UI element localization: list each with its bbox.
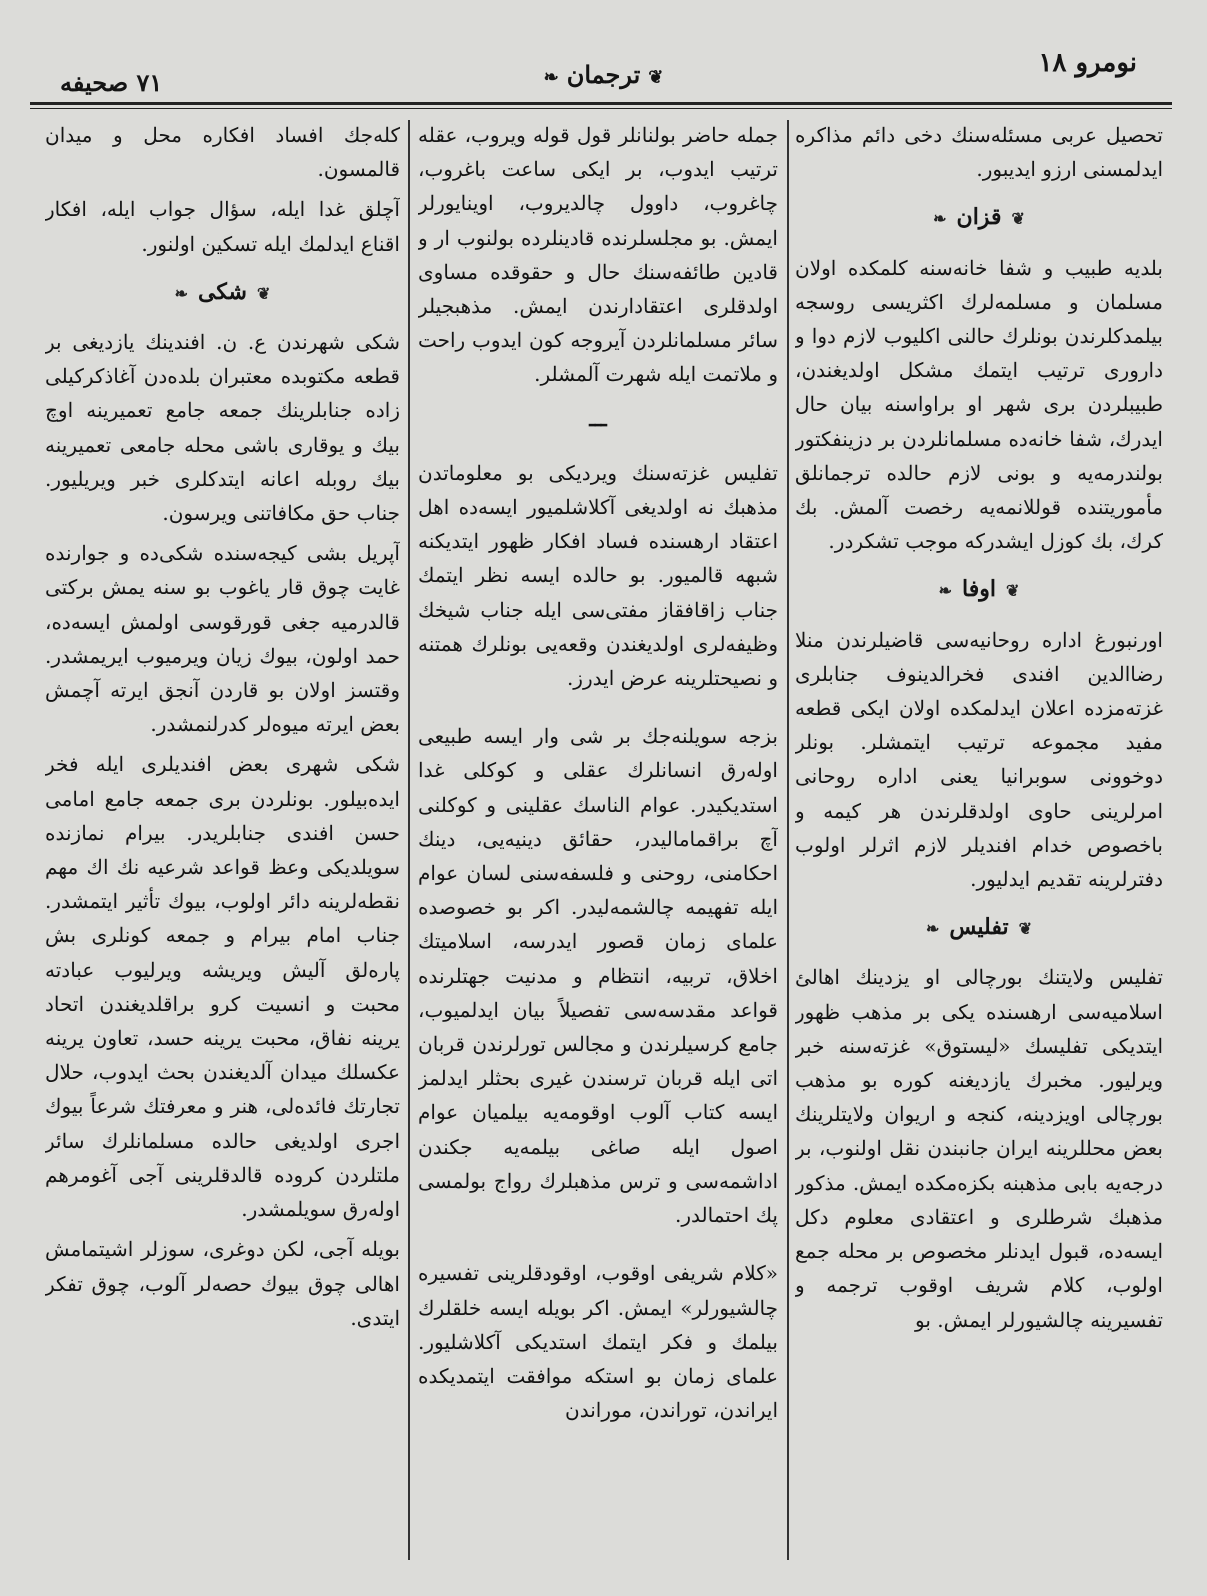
article-paragraph: «کلام شریفی اوقوب، اوقودقلرینی تفسیره چالشیورلر» ایمش. اکر بویله ایسه خلقلرك بیلمك و فکر ایتمك استدیکی آکلاشلیور. علمای زمان بو استکه موافقت ایتمدیکده ایراندن، توراندن، موراندن: [418, 1261, 778, 1423]
header-rule-thin: [30, 108, 1172, 109]
ornament-icon: ❦: [256, 283, 271, 303]
issue-number: نومرو ۱۸: [1038, 48, 1137, 78]
section-separator: ـــ: [589, 406, 607, 431]
column-divider: [408, 120, 410, 1560]
ornament-icon: ❧: [925, 919, 940, 939]
ornament-icon: ❧: [933, 209, 947, 229]
article-paragraph: آچلق غدا ایله، سؤال جواب ایله، افکار اقناع ایدلمك ایله تسکین اولنور.: [45, 197, 400, 256]
page-header: [30, 40, 1177, 100]
article-paragraph: آپریل بشی کیجه‌سنده شکی‌ده و جوارنده غایت چوق قار یاغوب بو سنه یمش برکتی قالدرمیه جغی قورقوسی اولمش ایسه‌ده، حمد اولون، بیوك زیان ویرمیوب ایریمشدر. وقتسز اولان بو قاردن آنجق ایرته آچمش بعض ایرته میوه‌لر کدرلنمشدر.: [45, 541, 400, 737]
section-heading-ufa: ❦اوفا❧: [938, 576, 1020, 603]
page-number: ۷۱ صحیفه: [60, 68, 163, 97]
ornament-icon: ❦: [1018, 919, 1033, 939]
ornament-icon: ❧: [174, 283, 189, 303]
column-left: [45, 118, 400, 1568]
header-rule: [30, 102, 1172, 105]
section-heading-sheki: ❦شکی❧: [174, 278, 271, 305]
ornament-icon: ❦: [1005, 581, 1020, 601]
article-paragraph: شکی شهرندن ع. ن. افندینك یازدیغی بر قطعه مکتوبده معتبران بلده‌دن آغاذکرکیلی زاده جنابلرینك جمعه جامع تعمیرینه اوچ بیك و یوقاری باشی محله جامعی تعمیرینه بیك روبله اعانه ایتدکلری خبر ویریلیور. جناب حق مکافاتنی ویرسون.: [45, 330, 400, 526]
ornament-icon: ❦: [648, 67, 664, 88]
newspaper-title: ترجمان: [566, 60, 641, 89]
article-paragraph: اورنبورغ اداره روحانیه‌سی قاضیلرندن منلا رضاالدین افندی فخرالدینوف جنابلری غزته‌مزده اعلان ایدلمکده اولان ایکی قطعه مفید مجموعه ترتیب ایتمشلر. بونلر دوخوونی سوبرانیا یعنی اداره روحانی امرلرینی حاوی اولدقلرندن هر کیمه و باخصوص خدام افندیلر لازم اثرلر اولوب دفترلرینه تقدیم ایدلیور.: [795, 627, 1163, 892]
ornament-icon: ❧: [938, 581, 953, 601]
section-heading-kazan: ❦قزان❧: [933, 204, 1025, 231]
article-paragraph: بزجه سویلنه‌جك بر شی وار ایسه طبیعی اوله‌رق انسانلرك عقلی و کوکلی غدا استدیکیدر. عوام الناسك عقلینی و کوکلنی آچ براقمامالیدر، حقائق دینیه‌یی، دینك احکامنی، روحنی و فلسفه‌سنی لسان عوام ایله تفهیمه چالشمه‌لیدر. اکر بو خصوصده علمای زمان قصور ایدرسه، اسلامیتك اخلاق، تربیه، انتظام و مدنیت جهتلرنده قواعد مقدسه‌سی تفصیلاً بیان ایدلمیوب، جامع کرسیلرندن و مجالس تورلرندن قربان اتی ایله قربان ترسندن غیری بحثلر ایدلمز ایسه کتاب آلوب اوقومه‌یه بیلمیان عوام اصول ایله صاغی بیلمه‌یه جکندن اداشمه‌سی و ترس مذهبلرك رواج بولمسی پك احتمالدر.: [418, 724, 778, 1228]
ornament-icon: ❦: [1011, 209, 1025, 229]
article-paragraph: بلدیه طبیب و شفا خانه‌سنه کلمکده اولان مسلمان و مسلمه‌لرك اکثریسی روسجه بیلمدکلرندن بونلرك حالنی اکلیوب لازم دوا و داروری ترتیب ایتمك مشکل اولدیغندن، طبیبلردن بری شهر او براواسنه بیان حال ایدرك، شفا خانه‌ده مسلمانلردن بر دزینفکتور بولندرمه‌یه و بونی لازم حالده ترجمانلق مأموریتنده قوللانمه‌یه رخصت آلمش. بك كرك، بك كوزل ایشدرکه موجب تشکردر.: [795, 255, 1163, 554]
article-paragraph: جمله حاضر بولنانلر قول قوله ویروب، عقله ترتیب ایدوب، بر ایکی ساعت باغروب، چاغروب، داوول چالدیروب، اوینایورلر ایمش. بو مجلسلرنده قادینلرده بولنوب ار و قادین طائفه‌سنك حال و حقوقده مساوی اولدقلری اعتقادارندن ایمش. مذهبجیلر سائر مسلمانلردن آیروجه کون ایدوب راحت و ملاتمت ایله شهرت آلمشلر.: [418, 123, 778, 387]
article-paragraph: تفلیس غزته‌سنك ویردیکی بو معلوماتدن مذهبك نه اولدیغی آکلاشلمیور ایسه‌ده اهل اعتقاد ارهسنده فساد افکار ظهور ایتدیکنه شبهه قالمیور. بو حالده ایسه نظر ایتمك جناب زاقافقاز مفتی‌سی ایله جناب شیخك وظیفه‌لری اولدیغندن وقعه‌یی بونلرك همتنه و نصیحتلرینه عرض ایدرز.: [418, 460, 778, 691]
article-paragraph: تفلیس ولایتنك بورچالی او یزدینك اهالئ اسلامیه‌سی ارهسنده یکی بر مذهب ظهور ایتدیکی تفلیسك «لیستوق» غزته‌سنه خبر ویرلیور. مخبرك یازدیغنه کوره بو مذهب بورچالی اویزدینه، کنجه و اریوان ولایتلرینك بعض محللرینه ایران جانبندن نقل اولنوب، بر درجه‌یه بابی مذهبنه بکزه‌مکده ایمش. مذکور مذهبك شرطلری و اعتقادی معلوم دکل ایسه‌ده، قبول ایدنلر مخصوص بر محله جمع اولوب، کلام شریف اوقوب ترجمه و تفسیرینه چالشیورلر ایمش. بو: [795, 965, 1163, 1332]
newspaper-title-block: [30, 60, 1177, 89]
article-paragraph: کله‌جك افساد افکاره محل و میدان قالمسون.: [45, 123, 400, 182]
article-paragraph: شکی شهری بعض افندیلری ایله فخر ایده‌بیلور. بونلردن بری جمعه جامع امامی حسن افندی جنابلریدر. بیرام نمازنده سویلدیکی وعظ قواعد شرعیه نك اك مهم نقطه‌لرینه دائر اولوب، بیوك تأثیر ایتمشدر. جناب امام بیرام و جمعه کونلری بش پاره‌لق آلیش ویریشه ویرلیوب عبادته محبت و انسیت کرو براقلدیغندن اتحاد یرینه نفاق، محبت یرینه حسد، تعاون یرینه عکسلك میدان آلدیغندن بحث ایدوب، حلال تجارتك فائده‌لی، هنر و معرفتك شرعاً بیوك اجری اولدیغی حالده مسلمانلرك سائر ملتلردن کروده قالدقلرینی آجی آغومرهم اوله‌رق سویلمشدر.: [45, 752, 400, 1222]
ornament-icon: ❧: [543, 67, 559, 88]
article-paragraph: بویله آجی، لکن دوغری، سوزلر اشیتمامش اهالی چوق بیوك حصه‌لر آلوب، چوق تفکر ایتدی.: [45, 1237, 400, 1330]
column-divider: [787, 120, 789, 1560]
article-paragraph: تحصیل عربی مسئله‌سنك دخی دائم مذاکره ایدلمسنی ارزو ایدیبور.: [795, 123, 1163, 182]
column-right: [795, 118, 1163, 1568]
column-middle: [418, 118, 778, 1568]
section-heading-tiflis: ❦تفلیس❧: [925, 914, 1033, 941]
